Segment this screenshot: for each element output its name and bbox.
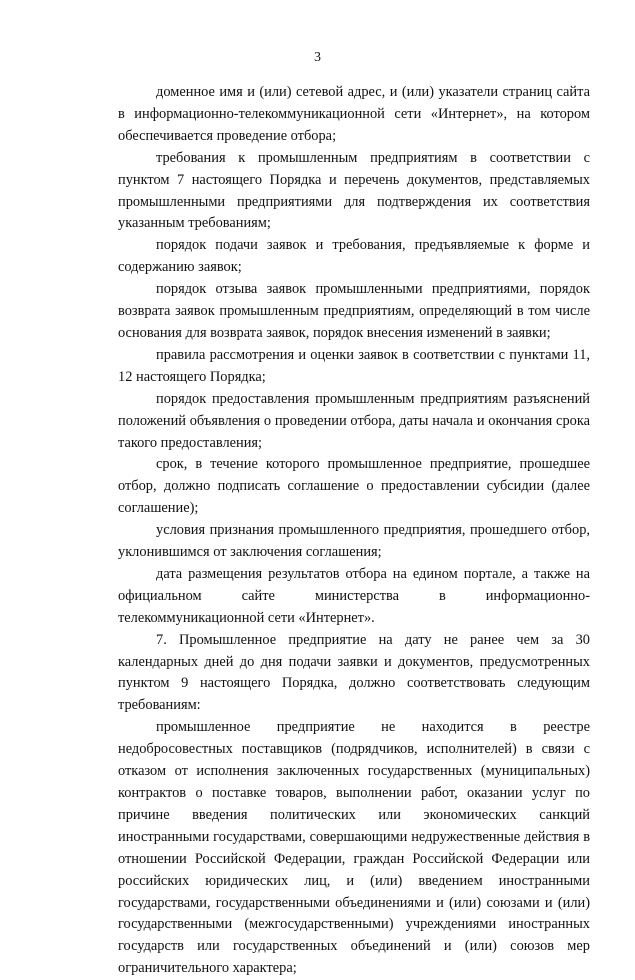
paragraph-registry-requirement: промышленное предприятие не находится в реестре недобросовестных поставщиков (подрядчиков, исполнителей) в связи с отказом от исполнения заключенных государственных (муниципальных) контрактов о поставке товаров, выполнении работ, оказании услуг по причине введения политических или экономических санкций иностранными государствами, совершающими недружественные действия в отношении Российской Федерации, граждан Российской Федерации или российских юридических лиц, и (или) введением иностранными государствами, государственными объединениями и (или) союзами и (или) государственными (межгосударственными) учреждениями иностранных государств или государственных объединений и (или) союзов мер ограничительного характера; [118, 719, 590, 977]
page-number: 3 [314, 50, 321, 65]
paragraph-withdrawal-procedure: порядок отзыва заявок промышленными предприятиями, порядок возврата заявок промышленным предприятиям, определяющий в том числе основания для возврата заявок, порядок внесения изменений в заявки; [118, 281, 590, 341]
paragraph-requirements: требования к промышленным предприятиям в соответствии с пунктом 7 настоящего Порядка и перечень документов, представляемых промышленными предприятиями для подтверждения их соответствия указанным требованиям; [118, 149, 590, 232]
paragraph-agreement-deadline: срок, в течение которого промышленное предприятие, прошедшее отбор, должно подписать соглашение о предоставлении субсидии (далее соглашение); [118, 456, 590, 517]
document-body [118, 82, 590, 980]
paragraph-domain-name: доменное имя и (или) сетевой адрес, и (или) указатели страниц сайта в информационно-телекоммуникационной сети «Интернет», на котором обеспечивается проведение отбора; [118, 84, 590, 144]
paragraph-clarification-procedure: порядок предоставления промышленным предприятиям разъяснений положений объявления о проведении отбора, даты начала и окончания срока такого предоставления; [118, 390, 590, 451]
paragraph-application-procedure: порядок подачи заявок и требования, предъявляемые к форме и содержанию заявок; [118, 237, 590, 276]
paragraph-results-date: дата размещения результатов отбора на едином портале, а также на официальном сайте министерства в информационно-телекоммуникационной сети «Интернет». [118, 565, 590, 626]
paragraph-evasion-conditions: условия признания промышленного предприятия, прошедшего отбор, уклонившимся от заключения соглашения; [118, 522, 590, 561]
paragraph-review-rules: правила рассмотрения и оценки заявок в соответствии с пунктами 11, 12 настоящего Порядка; [118, 346, 590, 385]
paragraph-item-7: 7. Промышленное предприятие на дату не ранее чем за 30 календарных дней до дня подачи заявки и документов, предусмотренных пунктом 9 настоящего Порядка, должно соответствовать следующим требованиям: [118, 631, 590, 714]
